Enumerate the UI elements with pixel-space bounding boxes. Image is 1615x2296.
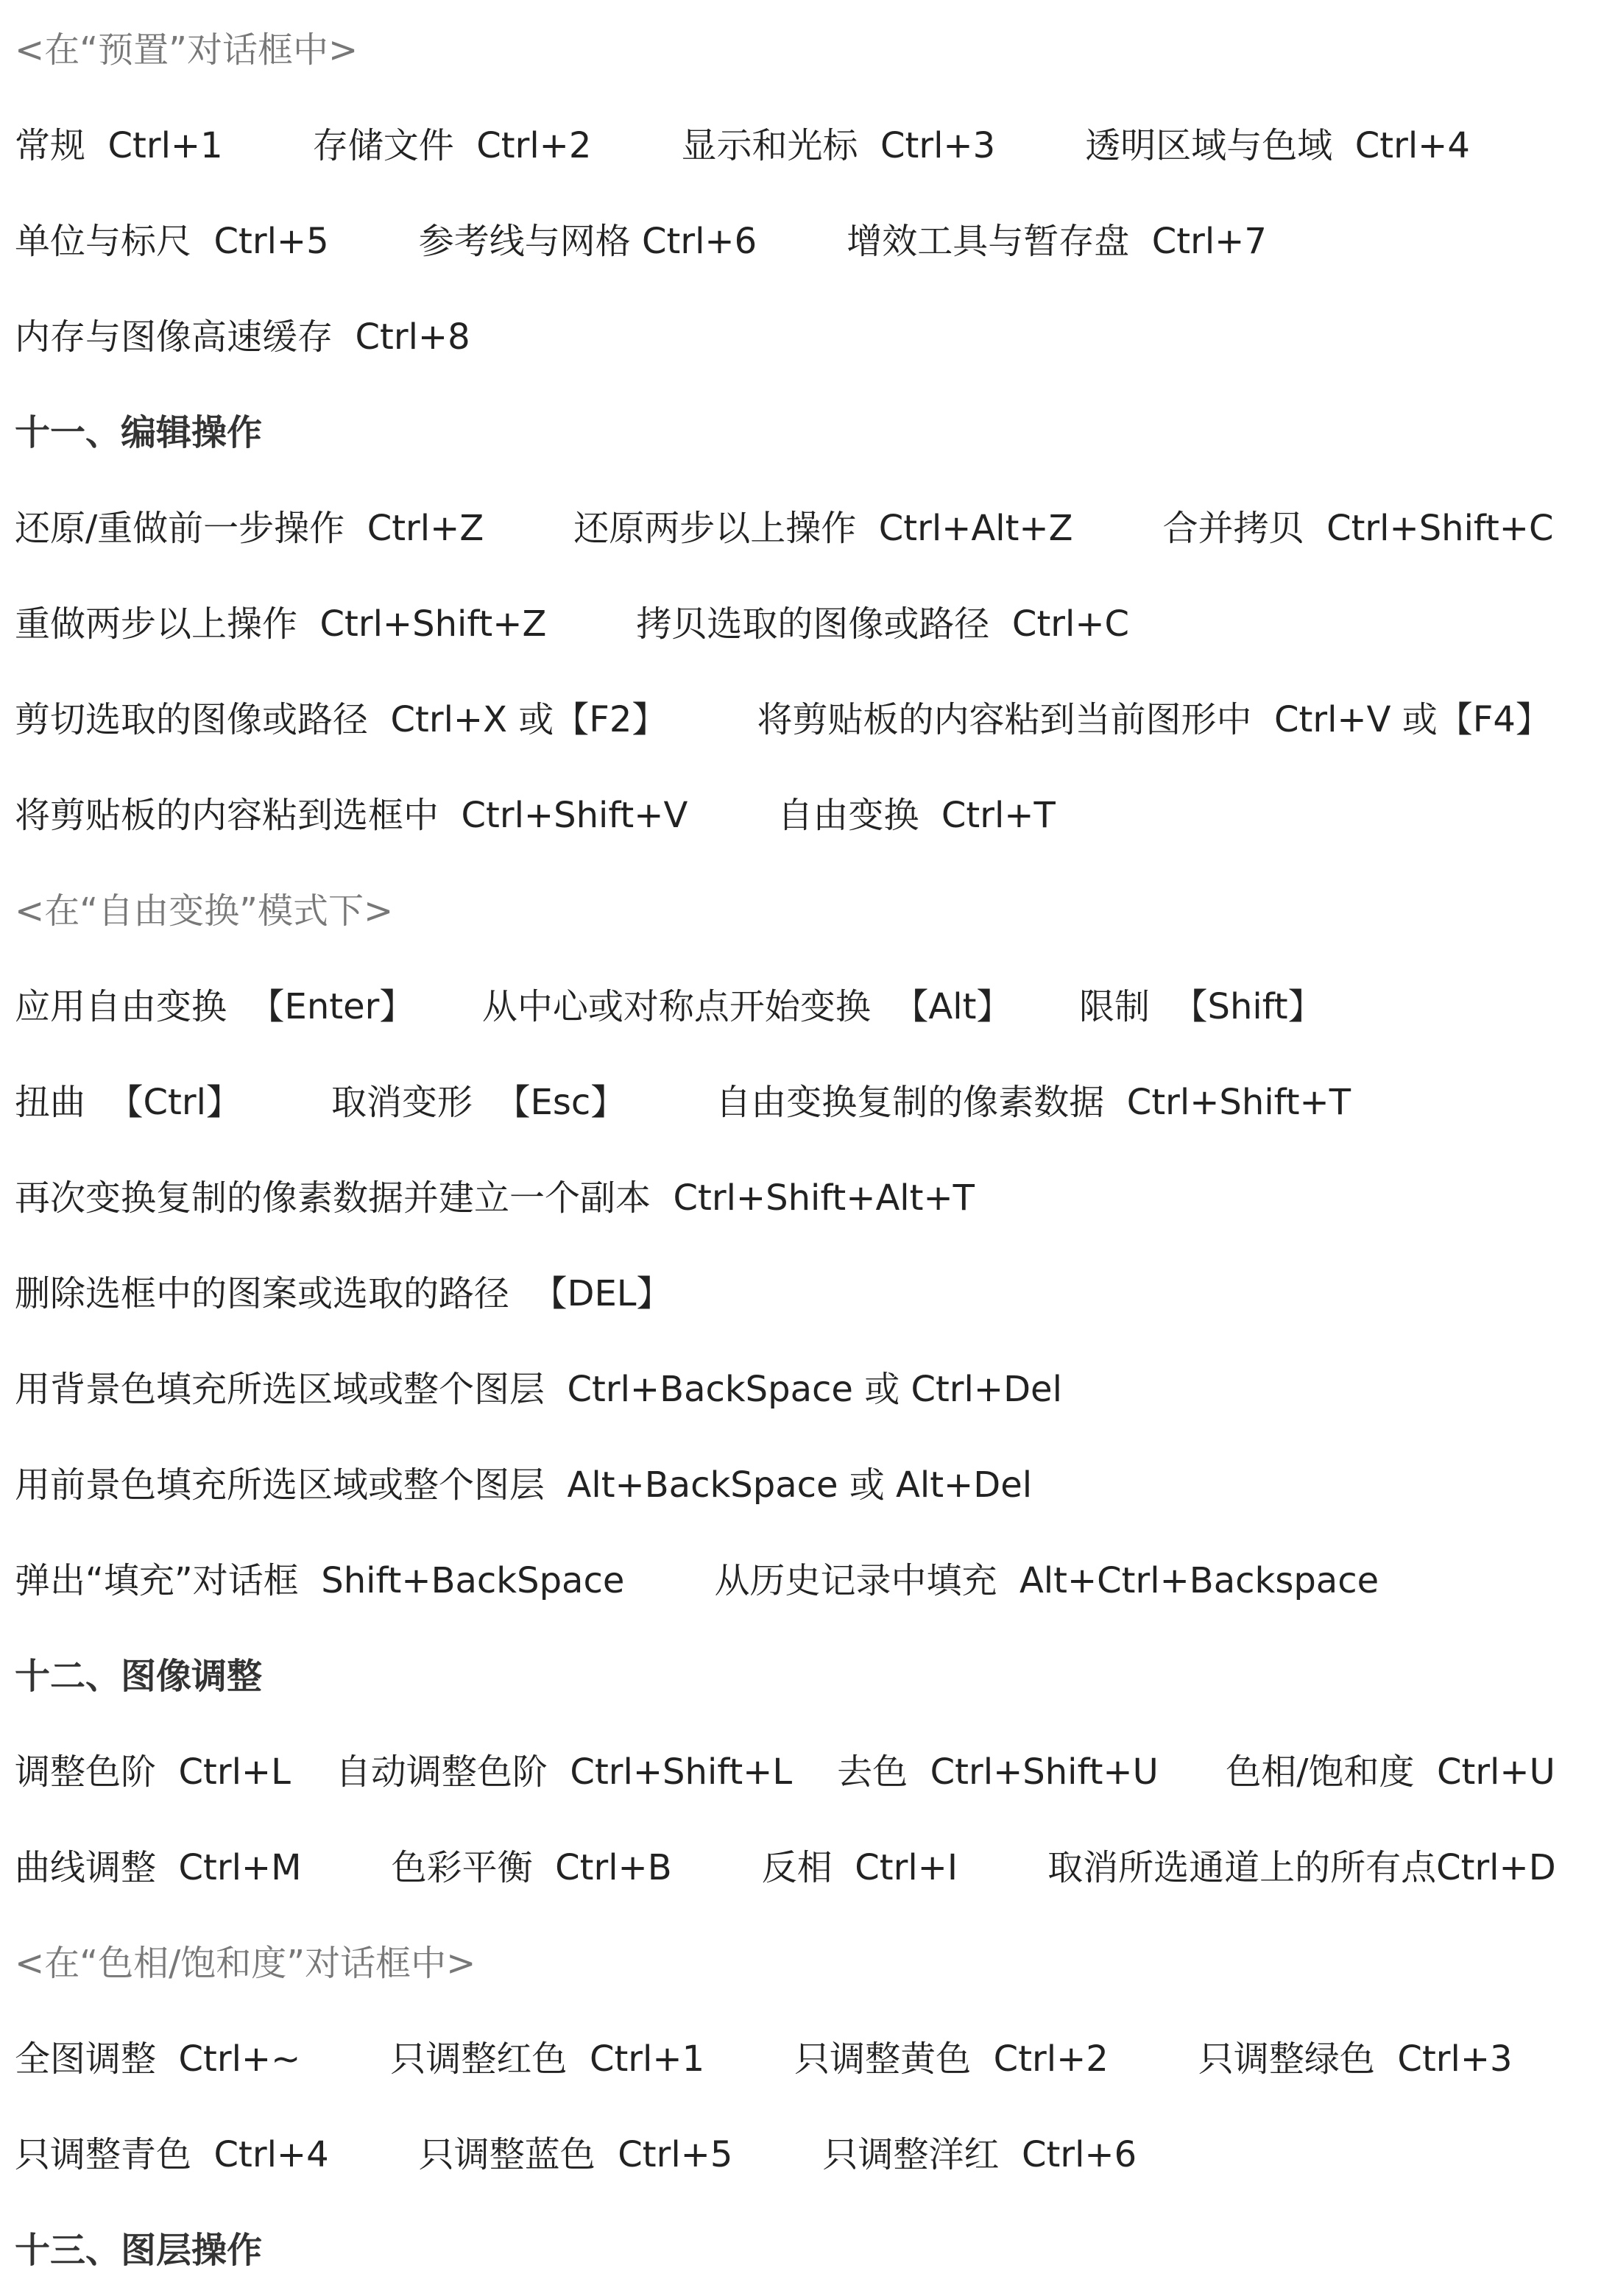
shortcut-line: 扭曲 【Ctrl】 取消变形 【Esc】 自由变换复制的像素数据 Ctrl+Shift+T — [15, 1082, 1351, 1123]
shortcut-line: 用前景色填充所选区域或整个图层 Alt+BackSpace 或 Alt+Del — [15, 1464, 1033, 1506]
shortcut-line: 将剪贴板的内容粘到选框中 Ctrl+Shift+V 自由变换 Ctrl+T — [15, 795, 1056, 836]
note-free-transform-mode: <在“自由变换”模式下> — [15, 890, 394, 932]
shortcut-line: 重做两步以上操作 Ctrl+Shift+Z 拷贝选取的图像或路径 Ctrl+C — [15, 603, 1130, 645]
shortcut-line: 调整色阶 Ctrl+L 自动调整色阶 Ctrl+Shift+L 去色 Ctrl+Shift+U 色相/饱和度 Ctrl+U — [15, 1751, 1555, 1793]
shortcut-line: 删除选框中的图案或选取的路径 【DEL】 — [15, 1273, 672, 1314]
shortcut-line: 单位与标尺 Ctrl+5 参考线与网格 Ctrl+6 增效工具与暂存盘 Ctrl+7 — [15, 221, 1267, 262]
section-heading-edit: 十一、编辑操作 — [15, 412, 263, 453]
shortcut-line: 曲线调整 Ctrl+M 色彩平衡 Ctrl+B 反相 Ctrl+I 取消所选通道上的所有点Ctrl+D — [15, 1847, 1556, 1888]
shortcut-line: 再次变换复制的像素数据并建立一个副本 Ctrl+Shift+Alt+T — [15, 1177, 975, 1219]
shortcut-line: 内存与图像高速缓存 Ctrl+8 — [15, 316, 470, 358]
shortcut-line: 剪切选取的图像或路径 Ctrl+X 或【F2】 将剪贴板的内容粘到当前图形中 Ctrl+V 或【F4】 — [15, 699, 1551, 740]
shortcut-line: 应用自由变换 【Enter】 从中心或对称点开始变换 【Alt】 限制 【Shift】 — [15, 986, 1324, 1027]
shortcut-line: 只调整青色 Ctrl+4 只调整蓝色 Ctrl+5 只调整洋红 Ctrl+6 — [15, 2134, 1137, 2175]
note-hue-saturation-dialog: <在“色相/饱和度”对话框中> — [15, 1943, 476, 1984]
section-heading-image-adjust: 十二、图像调整 — [15, 1656, 263, 1697]
shortcut-line: 用背景色填充所选区域或整个图层 Ctrl+BackSpace 或 Ctrl+Del — [15, 1369, 1062, 1410]
shortcut-line: 弹出“填充”对话框 Shift+BackSpace 从历史记录中填充 Alt+Ctrl+Backspace — [15, 1560, 1379, 1601]
shortcut-line: 全图调整 Ctrl+~ 只调整红色 Ctrl+1 只调整黄色 Ctrl+2 只调整绿色 Ctrl+3 — [15, 2038, 1513, 2080]
note-preferences-dialog: <在“预置”对话框中> — [15, 29, 358, 71]
section-heading-layer-ops: 十三、图层操作 — [15, 2230, 263, 2271]
shortcut-line: 常规 Ctrl+1 存储文件 Ctrl+2 显示和光标 Ctrl+3 透明区域与色域 Ctrl+4 — [15, 125, 1470, 166]
shortcut-line: 还原/重做前一步操作 Ctrl+Z 还原两步以上操作 Ctrl+Alt+Z 合并拷贝 Ctrl+Shift+C — [15, 508, 1554, 549]
